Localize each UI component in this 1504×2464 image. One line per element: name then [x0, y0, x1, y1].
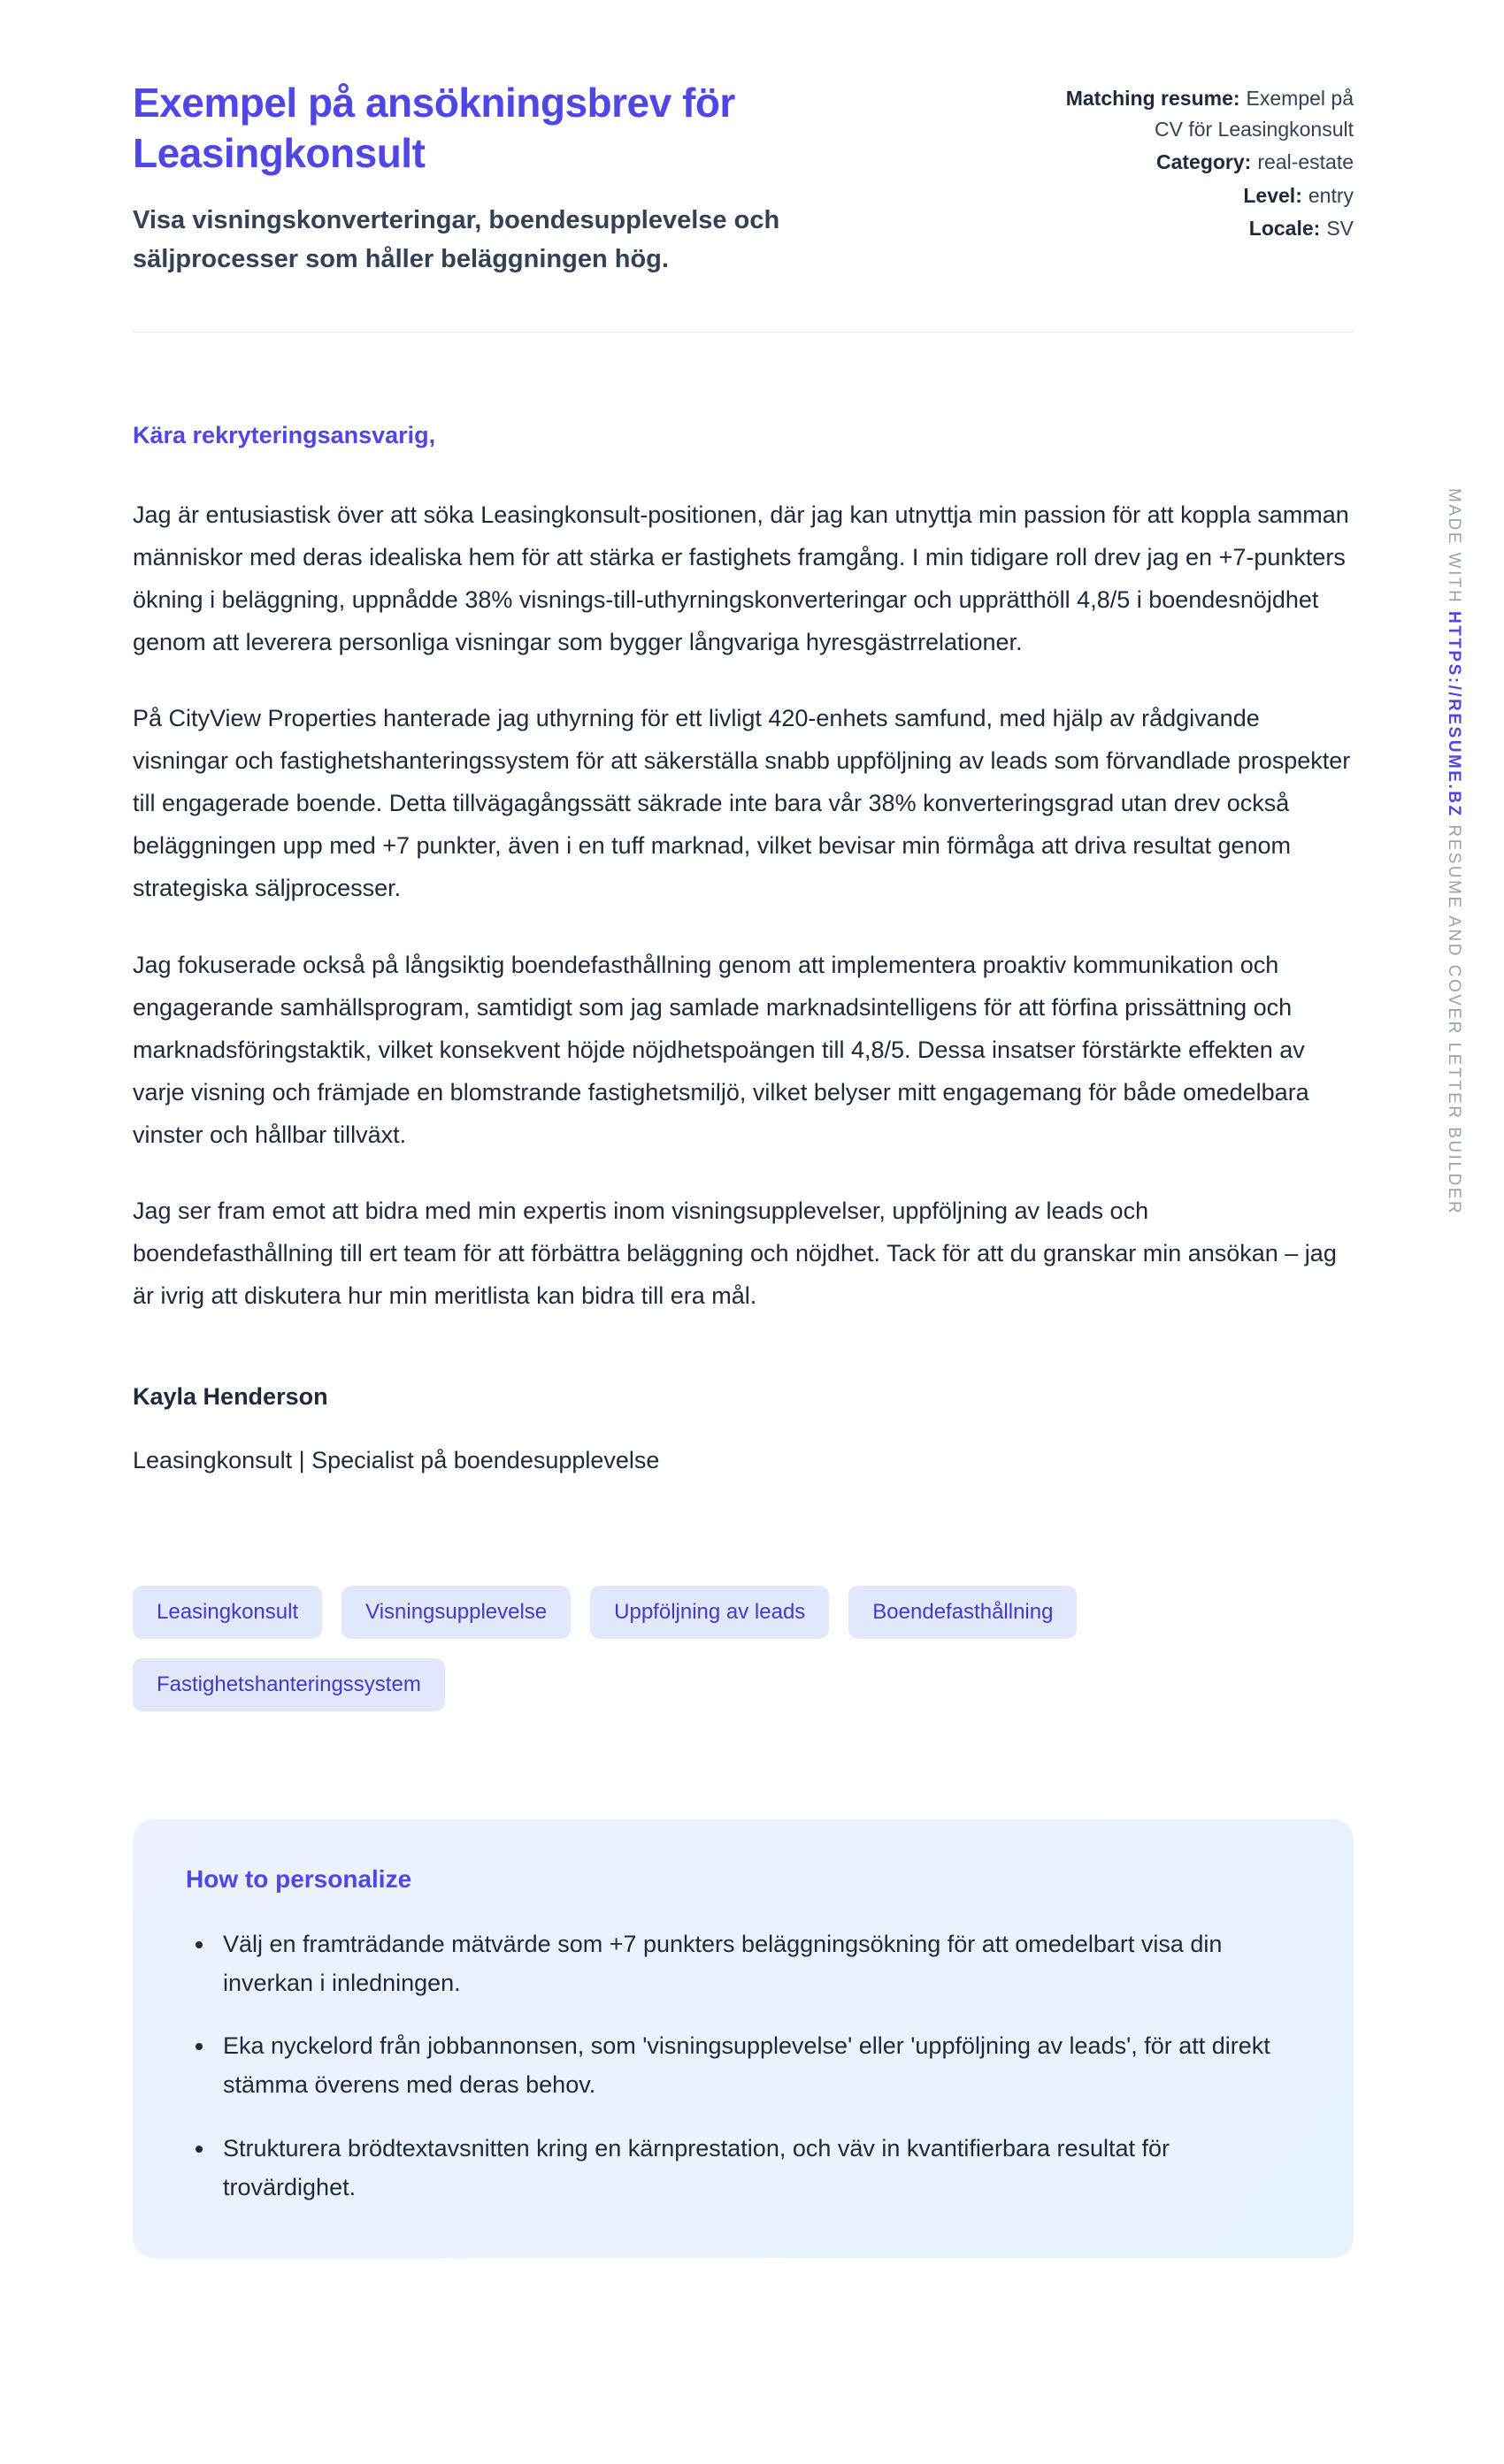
tag-visningsupplevelse[interactable]: Visningsupplevelse	[341, 1586, 571, 1639]
meta-category-value: real-estate	[1257, 150, 1354, 173]
meta-category	[1048, 147, 1354, 178]
meta-locale-value: SV	[1326, 217, 1354, 240]
cover-letter-body	[133, 414, 1354, 1481]
signature-role: Leasingkonsult | Specialist på boendesupplevelse	[133, 1446, 660, 1473]
personalize-title: How to personalize	[186, 1865, 412, 1893]
tag-fastighetshanteringssystem[interactable]: Fastighetshanteringssystem	[133, 1658, 445, 1711]
page-title: Exempel på ansökningsbrev för Leasingkonsult	[133, 80, 735, 177]
meta-level-label: Level:	[1243, 183, 1302, 207]
header-title-block	[133, 78, 1000, 279]
watermark-suffix: RESUME AND COVER LETTER BUILDER	[1445, 824, 1463, 1216]
page-subtitle: Visa visningskonverteringar, boendesupplevelse och säljprocesser som håller beläggningen hög.	[133, 206, 780, 273]
personalize-tip-3: • Strukturera brödtextavsnitten kring en kärnprestation, och väv in kvantifierbara resultat för trovärdighet.	[216, 2130, 1301, 2207]
page-header	[133, 78, 1354, 279]
meta-level	[1048, 180, 1354, 211]
meta-category-label: Category:	[1155, 150, 1252, 173]
tag-leasingkonsult[interactable]: Leasingkonsult	[133, 1586, 322, 1639]
signature-name: Kayla Henderson	[133, 1382, 328, 1410]
meta-matching-resume-value: Exempel på CV för Leasingkonsult	[1154, 87, 1354, 141]
tag-uppfoljning-av-leads[interactable]: Uppföljning av leads	[590, 1586, 829, 1639]
letter-paragraph-2: På CityView Properties hanterade jag uthyrning för ett livligt 420-enhets samfund, med hjälp av rådgivande visningar och fastighetshanteringssystem för att säkerställa snabb uppföljning av leads som förvandlade prospekter till engagerade boende. Detta tillvägagångssätt säkrade inte bara vår 38% konverteringsgrad utan drev också beläggningen upp med +7 punkter, även i en tuff marknad, vilket bevisar min förmåga att driva resultat genom strategiska säljprocesser.	[133, 705, 1351, 902]
personalize-card	[133, 1819, 1354, 2258]
meta-matching-resume	[1048, 83, 1354, 144]
personalize-tip-2: • Eka nyckelord från jobbannonsen, som 'visningsupplevelse' eller 'uppföljning av leads', för att direkt stämma överens med deras behov.	[216, 2027, 1301, 2104]
header-divider	[133, 332, 1354, 333]
personalize-tip-list	[186, 1925, 1301, 2207]
watermark-link[interactable]: HTTPS://RESUME.BZ	[1445, 611, 1463, 818]
watermark-prefix: MADE WITH	[1445, 488, 1463, 611]
tag-boendefasthallning[interactable]: Boendefasthållning	[848, 1586, 1077, 1639]
letter-paragraph-3: Jag fokuserade också på långsiktig boendefasthållning genom att implementera proaktiv kommunikation och engagerande samhällsprogram, samtidigt som jag samlade marknadsintelligens för att förfina prissättning och marknadsföringstaktik, vilket konsekvent höjde nöjdhetspoängen till 4,8/5. Dessa insatser förstärkte effekten av varje visning och främjade en blomstrande fastighetsmiljö, vilket belyser mitt engagemang för både omedelbara vinster och hållbar tillväxt.	[133, 951, 1309, 1148]
personalize-tip-1: • Välj en framträdande mätvärde som +7 punkters beläggningsökning för att omedelbart visa din inverkan i inledningen.	[216, 1925, 1301, 2002]
meta-locale	[1048, 213, 1354, 244]
meta-level-value: entry	[1308, 183, 1354, 207]
meta-locale-label: Locale:	[1248, 217, 1321, 240]
watermark	[1444, 488, 1463, 1215]
meta-matching-resume-label: Matching resume:	[1065, 87, 1240, 110]
meta-panel	[1048, 78, 1354, 247]
letter-paragraph-1: Jag är entusiastisk över att söka Leasingkonsult-positionen, där jag kan utnyttja min passion för att koppla samman människor med deras idealiska hem för att stärka er fastighets framgång. I min tidigare roll drev jag en +7-punkters ökning i beläggning, uppnådde 38% visnings-till-uthyrningskonverteringar och upprätthöll 4,8/5 i boendesnöjdhet genom att leverera personliga visningar som bygger långvariga hyresgästrrelationer.	[133, 501, 1349, 656]
letter-paragraph-4: Jag ser fram emot att bidra med min expertis inom visningsupplevelser, uppföljning av leads och boendefasthållning till ert team för att förbättra beläggning och nöjdhet. Tack för att du granskar min ansökan – jag är ivrig att diskutera hur min meritlista kan bidra till era mål.	[133, 1197, 1337, 1309]
letter-salutation: Kära rekryteringsansvarig,	[133, 422, 436, 449]
keyword-tag-list	[133, 1586, 1177, 1711]
